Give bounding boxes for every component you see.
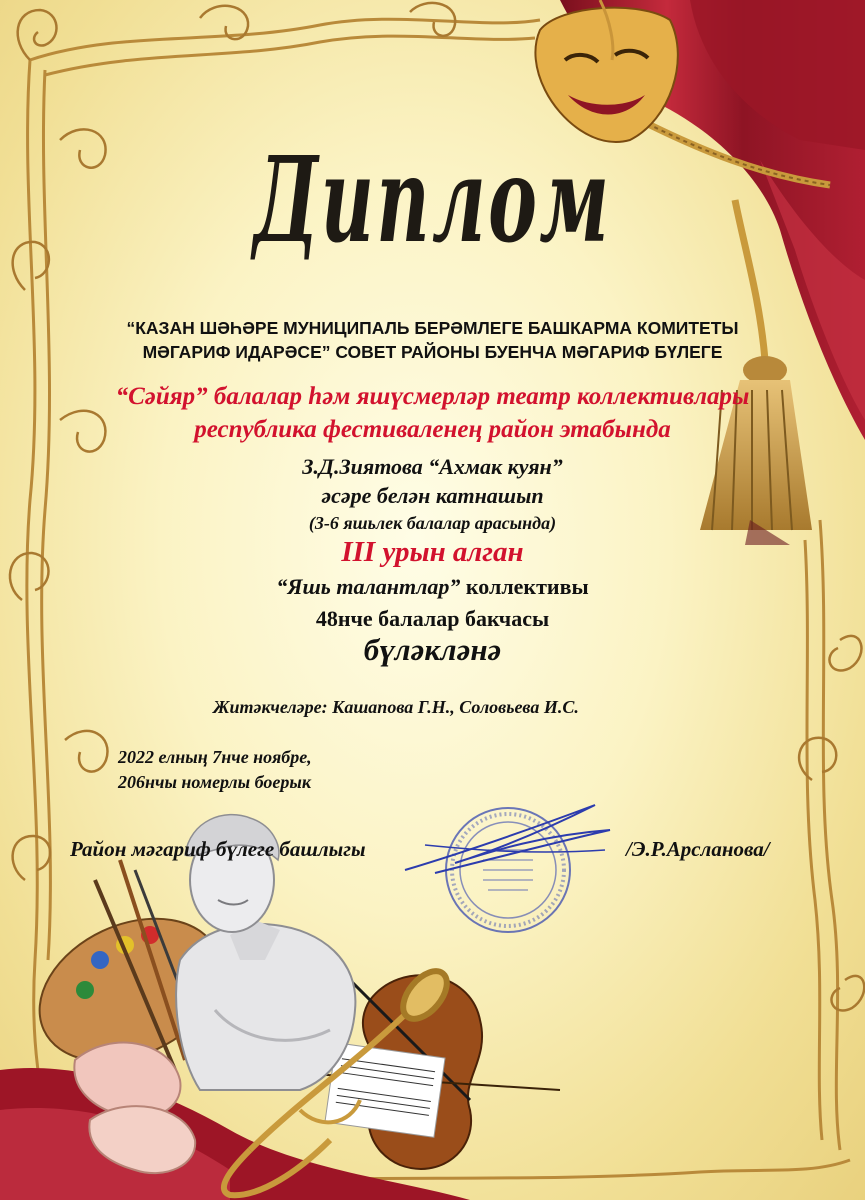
participation-text: әсәре белән катнашып <box>321 483 544 508</box>
organization-line-2: МӘГАРИФ ИДАРӘСЕ” СОВЕТ РАЙОНЫ БУЕНЧА МӘГАРИФ БҮЛЕГЕ <box>142 342 723 362</box>
signature-icon <box>395 795 625 885</box>
signature-position: Район мәгариф бүлеге башлыгы <box>70 837 366 861</box>
collective-suffix: коллективы <box>460 574 589 599</box>
sheet-music-icon <box>325 1043 445 1138</box>
order-date: 2022 елның 7нче ноябре, <box>118 747 312 767</box>
festival-line-1: “Сәйяр” балалар һәм яшүсмерләр театр коллективлары <box>115 383 750 410</box>
organization-line-1: “КАЗАН ШӘҺӘРЕ МУНИЦИПАЛЬ БЕРӘМЛЕГЕ БАШКАРМА КОМИТЕТЫ <box>126 318 739 338</box>
kindergarten: 48нче балалар бакчасы <box>315 606 550 631</box>
signature-name: /Э.Р.Арсланова/ <box>626 837 770 861</box>
diploma-title: Диплом <box>253 130 612 269</box>
collective-line <box>0 574 865 600</box>
award-text: бүләкләнә <box>363 632 502 667</box>
play-title: З.Д.Зиятова “Ахмак куян” <box>302 454 563 479</box>
order-number: 206нчы номерлы боерык <box>118 772 311 792</box>
place-text: III урын алган <box>341 536 524 568</box>
age-group: (3-6 яшьлек балалар арасында) <box>308 513 557 533</box>
collective-name: “Яшь талантлар” <box>276 574 461 599</box>
theatre-mask-icon <box>535 0 677 142</box>
festival-line-2: республика фестиваленең район этабында <box>194 416 671 443</box>
supervisors: Житәкчеләре: Кашапова Г.Н., Соловьева И.С. <box>213 697 579 717</box>
